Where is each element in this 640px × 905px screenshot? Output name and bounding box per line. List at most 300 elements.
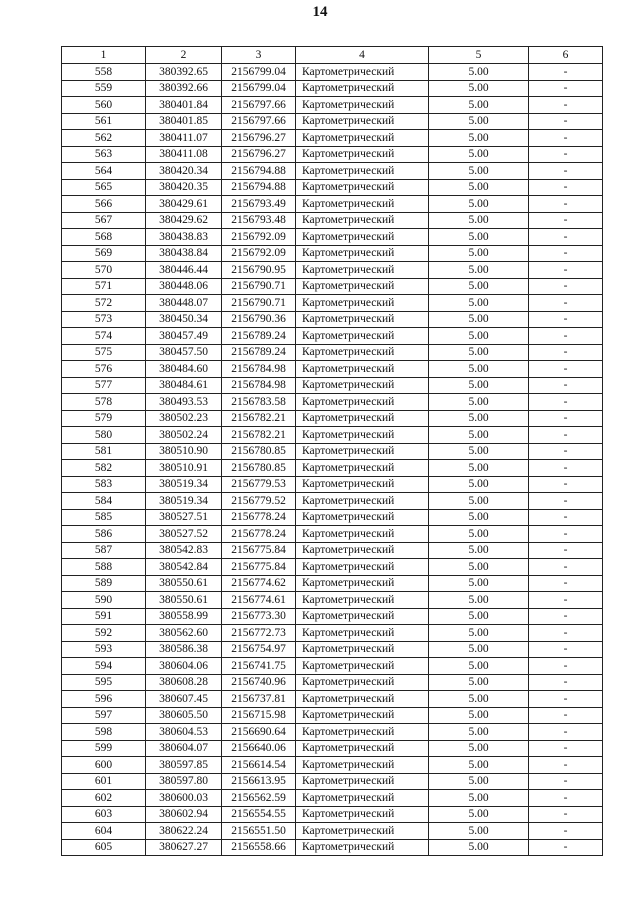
y-coordinate-cell: 2156754.97 bbox=[222, 641, 296, 658]
point-number-cell: 568 bbox=[62, 229, 146, 246]
table-body bbox=[62, 64, 603, 856]
table-row bbox=[62, 311, 603, 328]
method-cell: Картометрический bbox=[296, 493, 429, 510]
table-row bbox=[62, 163, 603, 180]
method-cell: Картометрический bbox=[296, 212, 429, 229]
table-row bbox=[62, 839, 603, 856]
y-coordinate-cell: 2156554.55 bbox=[222, 806, 296, 823]
x-coordinate-cell: 380502.24 bbox=[146, 427, 222, 444]
point-number-cell: 574 bbox=[62, 328, 146, 345]
y-coordinate-cell: 2156558.66 bbox=[222, 839, 296, 856]
y-coordinate-cell: 2156562.59 bbox=[222, 790, 296, 807]
accuracy-cell: 5.00 bbox=[429, 641, 529, 658]
y-coordinate-cell: 2156779.52 bbox=[222, 493, 296, 510]
x-coordinate-cell: 380550.61 bbox=[146, 575, 222, 592]
point-number-cell: 577 bbox=[62, 377, 146, 394]
note-cell: - bbox=[529, 64, 603, 81]
y-coordinate-cell: 2156797.66 bbox=[222, 97, 296, 114]
method-cell: Картометрический bbox=[296, 361, 429, 378]
accuracy-cell: 5.00 bbox=[429, 179, 529, 196]
table-row bbox=[62, 427, 603, 444]
table-row bbox=[62, 526, 603, 543]
note-cell: - bbox=[529, 328, 603, 345]
accuracy-cell: 5.00 bbox=[429, 80, 529, 97]
x-coordinate-cell: 380448.06 bbox=[146, 278, 222, 295]
point-number-cell: 597 bbox=[62, 707, 146, 724]
y-coordinate-cell: 2156790.36 bbox=[222, 311, 296, 328]
x-coordinate-cell: 380493.53 bbox=[146, 394, 222, 411]
accuracy-cell: 5.00 bbox=[429, 691, 529, 708]
table-row bbox=[62, 592, 603, 609]
accuracy-cell: 5.00 bbox=[429, 707, 529, 724]
accuracy-cell: 5.00 bbox=[429, 757, 529, 774]
point-number-cell: 600 bbox=[62, 757, 146, 774]
accuracy-cell: 5.00 bbox=[429, 724, 529, 741]
point-number-cell: 573 bbox=[62, 311, 146, 328]
table-row bbox=[62, 773, 603, 790]
y-coordinate-cell: 2156794.88 bbox=[222, 163, 296, 180]
y-coordinate-cell: 2156784.98 bbox=[222, 361, 296, 378]
point-number-cell: 593 bbox=[62, 641, 146, 658]
method-cell: Картометрический bbox=[296, 278, 429, 295]
method-cell: Картометрический bbox=[296, 427, 429, 444]
x-coordinate-cell: 380605.50 bbox=[146, 707, 222, 724]
y-coordinate-cell: 2156779.53 bbox=[222, 476, 296, 493]
table-row bbox=[62, 262, 603, 279]
table-row bbox=[62, 278, 603, 295]
point-number-cell: 571 bbox=[62, 278, 146, 295]
note-cell: - bbox=[529, 823, 603, 840]
table-row bbox=[62, 493, 603, 510]
point-number-cell: 576 bbox=[62, 361, 146, 378]
table-row bbox=[62, 130, 603, 147]
point-number-cell: 605 bbox=[62, 839, 146, 856]
x-coordinate-cell: 380484.60 bbox=[146, 361, 222, 378]
note-cell: - bbox=[529, 806, 603, 823]
x-coordinate-cell: 380429.61 bbox=[146, 196, 222, 213]
accuracy-cell: 5.00 bbox=[429, 262, 529, 279]
point-number-cell: 567 bbox=[62, 212, 146, 229]
method-cell: Картометрический bbox=[296, 113, 429, 130]
point-number-cell: 591 bbox=[62, 608, 146, 625]
x-coordinate-cell: 380420.35 bbox=[146, 179, 222, 196]
column-header: 6 bbox=[529, 47, 603, 64]
y-coordinate-cell: 2156780.85 bbox=[222, 443, 296, 460]
point-number-cell: 575 bbox=[62, 344, 146, 361]
point-number-cell: 562 bbox=[62, 130, 146, 147]
accuracy-cell: 5.00 bbox=[429, 608, 529, 625]
method-cell: Картометрический bbox=[296, 526, 429, 543]
method-cell: Картометрический bbox=[296, 790, 429, 807]
x-coordinate-cell: 380392.66 bbox=[146, 80, 222, 97]
note-cell: - bbox=[529, 146, 603, 163]
x-coordinate-cell: 380608.28 bbox=[146, 674, 222, 691]
y-coordinate-cell: 2156799.04 bbox=[222, 64, 296, 81]
note-cell: - bbox=[529, 212, 603, 229]
x-coordinate-cell: 380600.03 bbox=[146, 790, 222, 807]
table-row bbox=[62, 559, 603, 576]
note-cell: - bbox=[529, 427, 603, 444]
table-row bbox=[62, 476, 603, 493]
point-number-cell: 584 bbox=[62, 493, 146, 510]
table-row bbox=[62, 394, 603, 411]
accuracy-cell: 5.00 bbox=[429, 130, 529, 147]
accuracy-cell: 5.00 bbox=[429, 278, 529, 295]
point-number-cell: 587 bbox=[62, 542, 146, 559]
x-coordinate-cell: 380510.91 bbox=[146, 460, 222, 477]
y-coordinate-cell: 2156790.95 bbox=[222, 262, 296, 279]
method-cell: Картометрический bbox=[296, 559, 429, 576]
accuracy-cell: 5.00 bbox=[429, 212, 529, 229]
x-coordinate-cell: 380510.90 bbox=[146, 443, 222, 460]
method-cell: Картометрический bbox=[296, 377, 429, 394]
x-coordinate-cell: 380527.52 bbox=[146, 526, 222, 543]
x-coordinate-cell: 380429.62 bbox=[146, 212, 222, 229]
point-number-cell: 565 bbox=[62, 179, 146, 196]
accuracy-cell: 5.00 bbox=[429, 146, 529, 163]
y-coordinate-cell: 2156551.50 bbox=[222, 823, 296, 840]
x-coordinate-cell: 380519.34 bbox=[146, 476, 222, 493]
table-row bbox=[62, 229, 603, 246]
coordinates-table bbox=[61, 46, 603, 856]
method-cell: Картометрический bbox=[296, 163, 429, 180]
table-row bbox=[62, 80, 603, 97]
column-header: 5 bbox=[429, 47, 529, 64]
x-coordinate-cell: 380392.65 bbox=[146, 64, 222, 81]
table-row bbox=[62, 691, 603, 708]
accuracy-cell: 5.00 bbox=[429, 328, 529, 345]
table-row bbox=[62, 707, 603, 724]
method-cell: Картометрический bbox=[296, 575, 429, 592]
table-row bbox=[62, 328, 603, 345]
method-cell: Картометрический bbox=[296, 724, 429, 741]
x-coordinate-cell: 380502.23 bbox=[146, 410, 222, 427]
note-cell: - bbox=[529, 476, 603, 493]
y-coordinate-cell: 2156775.84 bbox=[222, 542, 296, 559]
y-coordinate-cell: 2156799.04 bbox=[222, 80, 296, 97]
point-number-cell: 564 bbox=[62, 163, 146, 180]
y-coordinate-cell: 2156741.75 bbox=[222, 658, 296, 675]
table-row bbox=[62, 674, 603, 691]
y-coordinate-cell: 2156790.71 bbox=[222, 295, 296, 312]
note-cell: - bbox=[529, 839, 603, 856]
method-cell: Картометрический bbox=[296, 608, 429, 625]
table-row bbox=[62, 542, 603, 559]
x-coordinate-cell: 380411.07 bbox=[146, 130, 222, 147]
point-number-cell: 586 bbox=[62, 526, 146, 543]
note-cell: - bbox=[529, 97, 603, 114]
accuracy-cell: 5.00 bbox=[429, 674, 529, 691]
accuracy-cell: 5.00 bbox=[429, 740, 529, 757]
x-coordinate-cell: 380457.50 bbox=[146, 344, 222, 361]
note-cell: - bbox=[529, 542, 603, 559]
x-coordinate-cell: 380420.34 bbox=[146, 163, 222, 180]
note-cell: - bbox=[529, 625, 603, 642]
y-coordinate-cell: 2156792.09 bbox=[222, 245, 296, 262]
method-cell: Картометрический bbox=[296, 295, 429, 312]
accuracy-cell: 5.00 bbox=[429, 790, 529, 807]
table-row bbox=[62, 410, 603, 427]
method-cell: Картометрический bbox=[296, 839, 429, 856]
x-coordinate-cell: 380519.34 bbox=[146, 493, 222, 510]
table-row bbox=[62, 443, 603, 460]
y-coordinate-cell: 2156797.66 bbox=[222, 113, 296, 130]
table-row bbox=[62, 64, 603, 81]
y-coordinate-cell: 2156737.81 bbox=[222, 691, 296, 708]
accuracy-cell: 5.00 bbox=[429, 394, 529, 411]
note-cell: - bbox=[529, 509, 603, 526]
note-cell: - bbox=[529, 410, 603, 427]
accuracy-cell: 5.00 bbox=[429, 361, 529, 378]
table-row bbox=[62, 806, 603, 823]
y-coordinate-cell: 2156775.84 bbox=[222, 559, 296, 576]
point-number-cell: 561 bbox=[62, 113, 146, 130]
table-row bbox=[62, 245, 603, 262]
x-coordinate-cell: 380450.34 bbox=[146, 311, 222, 328]
x-coordinate-cell: 380622.24 bbox=[146, 823, 222, 840]
y-coordinate-cell: 2156640.06 bbox=[222, 740, 296, 757]
table-row bbox=[62, 641, 603, 658]
point-number-cell: 578 bbox=[62, 394, 146, 411]
x-coordinate-cell: 380401.85 bbox=[146, 113, 222, 130]
point-number-cell: 601 bbox=[62, 773, 146, 790]
x-coordinate-cell: 380562.60 bbox=[146, 625, 222, 642]
method-cell: Картометрический bbox=[296, 691, 429, 708]
x-coordinate-cell: 380604.07 bbox=[146, 740, 222, 757]
accuracy-cell: 5.00 bbox=[429, 625, 529, 642]
point-number-cell: 560 bbox=[62, 97, 146, 114]
x-coordinate-cell: 380602.94 bbox=[146, 806, 222, 823]
point-number-cell: 599 bbox=[62, 740, 146, 757]
note-cell: - bbox=[529, 229, 603, 246]
point-number-cell: 596 bbox=[62, 691, 146, 708]
y-coordinate-cell: 2156792.09 bbox=[222, 229, 296, 246]
table-row bbox=[62, 575, 603, 592]
column-header: 1 bbox=[62, 47, 146, 64]
note-cell: - bbox=[529, 394, 603, 411]
point-number-cell: 603 bbox=[62, 806, 146, 823]
x-coordinate-cell: 380401.84 bbox=[146, 97, 222, 114]
point-number-cell: 572 bbox=[62, 295, 146, 312]
note-cell: - bbox=[529, 575, 603, 592]
column-header: 2 bbox=[146, 47, 222, 64]
table-row bbox=[62, 97, 603, 114]
y-coordinate-cell: 2156773.30 bbox=[222, 608, 296, 625]
y-coordinate-cell: 2156782.21 bbox=[222, 410, 296, 427]
x-coordinate-cell: 380604.53 bbox=[146, 724, 222, 741]
accuracy-cell: 5.00 bbox=[429, 476, 529, 493]
table-header-row bbox=[62, 47, 603, 64]
note-cell: - bbox=[529, 526, 603, 543]
method-cell: Картометрический bbox=[296, 344, 429, 361]
table-row bbox=[62, 113, 603, 130]
x-coordinate-cell: 380597.85 bbox=[146, 757, 222, 774]
point-number-cell: 585 bbox=[62, 509, 146, 526]
method-cell: Картометрический bbox=[296, 625, 429, 642]
method-cell: Картометрический bbox=[296, 773, 429, 790]
point-number-cell: 588 bbox=[62, 559, 146, 576]
accuracy-cell: 5.00 bbox=[429, 229, 529, 246]
point-number-cell: 589 bbox=[62, 575, 146, 592]
method-cell: Картометрический bbox=[296, 674, 429, 691]
x-coordinate-cell: 380411.08 bbox=[146, 146, 222, 163]
method-cell: Картометрический bbox=[296, 130, 429, 147]
note-cell: - bbox=[529, 179, 603, 196]
accuracy-cell: 5.00 bbox=[429, 542, 529, 559]
x-coordinate-cell: 380558.99 bbox=[146, 608, 222, 625]
point-number-cell: 594 bbox=[62, 658, 146, 675]
note-cell: - bbox=[529, 460, 603, 477]
column-header: 3 bbox=[222, 47, 296, 64]
y-coordinate-cell: 2156614.54 bbox=[222, 757, 296, 774]
accuracy-cell: 5.00 bbox=[429, 443, 529, 460]
column-header: 4 bbox=[296, 47, 429, 64]
accuracy-cell: 5.00 bbox=[429, 163, 529, 180]
accuracy-cell: 5.00 bbox=[429, 823, 529, 840]
y-coordinate-cell: 2156789.24 bbox=[222, 328, 296, 345]
note-cell: - bbox=[529, 262, 603, 279]
table-row bbox=[62, 658, 603, 675]
y-coordinate-cell: 2156780.85 bbox=[222, 460, 296, 477]
table-row bbox=[62, 790, 603, 807]
table-row bbox=[62, 212, 603, 229]
accuracy-cell: 5.00 bbox=[429, 773, 529, 790]
method-cell: Картометрический bbox=[296, 592, 429, 609]
point-number-cell: 580 bbox=[62, 427, 146, 444]
note-cell: - bbox=[529, 674, 603, 691]
point-number-cell: 592 bbox=[62, 625, 146, 642]
accuracy-cell: 5.00 bbox=[429, 592, 529, 609]
accuracy-cell: 5.00 bbox=[429, 839, 529, 856]
note-cell: - bbox=[529, 295, 603, 312]
y-coordinate-cell: 2156778.24 bbox=[222, 526, 296, 543]
note-cell: - bbox=[529, 707, 603, 724]
note-cell: - bbox=[529, 592, 603, 609]
method-cell: Картометрический bbox=[296, 196, 429, 213]
accuracy-cell: 5.00 bbox=[429, 377, 529, 394]
accuracy-cell: 5.00 bbox=[429, 509, 529, 526]
point-number-cell: 558 bbox=[62, 64, 146, 81]
method-cell: Картометрический bbox=[296, 245, 429, 262]
accuracy-cell: 5.00 bbox=[429, 97, 529, 114]
y-coordinate-cell: 2156772.73 bbox=[222, 625, 296, 642]
note-cell: - bbox=[529, 113, 603, 130]
point-number-cell: 583 bbox=[62, 476, 146, 493]
note-cell: - bbox=[529, 790, 603, 807]
y-coordinate-cell: 2156794.88 bbox=[222, 179, 296, 196]
y-coordinate-cell: 2156613.95 bbox=[222, 773, 296, 790]
note-cell: - bbox=[529, 361, 603, 378]
accuracy-cell: 5.00 bbox=[429, 427, 529, 444]
y-coordinate-cell: 2156774.62 bbox=[222, 575, 296, 592]
method-cell: Картометрический bbox=[296, 394, 429, 411]
table-row bbox=[62, 196, 603, 213]
accuracy-cell: 5.00 bbox=[429, 806, 529, 823]
note-cell: - bbox=[529, 641, 603, 658]
point-number-cell: 598 bbox=[62, 724, 146, 741]
accuracy-cell: 5.00 bbox=[429, 493, 529, 510]
accuracy-cell: 5.00 bbox=[429, 245, 529, 262]
y-coordinate-cell: 2156690.64 bbox=[222, 724, 296, 741]
y-coordinate-cell: 2156796.27 bbox=[222, 130, 296, 147]
accuracy-cell: 5.00 bbox=[429, 64, 529, 81]
note-cell: - bbox=[529, 245, 603, 262]
note-cell: - bbox=[529, 443, 603, 460]
table-row bbox=[62, 509, 603, 526]
page-number: 14 bbox=[312, 4, 328, 20]
accuracy-cell: 5.00 bbox=[429, 196, 529, 213]
y-coordinate-cell: 2156793.49 bbox=[222, 196, 296, 213]
method-cell: Картометрический bbox=[296, 509, 429, 526]
accuracy-cell: 5.00 bbox=[429, 559, 529, 576]
method-cell: Картометрический bbox=[296, 757, 429, 774]
accuracy-cell: 5.00 bbox=[429, 344, 529, 361]
accuracy-cell: 5.00 bbox=[429, 658, 529, 675]
method-cell: Картометрический bbox=[296, 641, 429, 658]
x-coordinate-cell: 380542.84 bbox=[146, 559, 222, 576]
method-cell: Картометрический bbox=[296, 806, 429, 823]
y-coordinate-cell: 2156778.24 bbox=[222, 509, 296, 526]
note-cell: - bbox=[529, 757, 603, 774]
method-cell: Картометрический bbox=[296, 262, 429, 279]
point-number-cell: 604 bbox=[62, 823, 146, 840]
y-coordinate-cell: 2156784.98 bbox=[222, 377, 296, 394]
x-coordinate-cell: 380438.84 bbox=[146, 245, 222, 262]
method-cell: Картометрический bbox=[296, 179, 429, 196]
accuracy-cell: 5.00 bbox=[429, 295, 529, 312]
point-number-cell: 563 bbox=[62, 146, 146, 163]
point-number-cell: 595 bbox=[62, 674, 146, 691]
accuracy-cell: 5.00 bbox=[429, 575, 529, 592]
x-coordinate-cell: 380484.61 bbox=[146, 377, 222, 394]
method-cell: Картометрический bbox=[296, 823, 429, 840]
x-coordinate-cell: 380607.45 bbox=[146, 691, 222, 708]
method-cell: Картометрический bbox=[296, 146, 429, 163]
table-row bbox=[62, 295, 603, 312]
point-number-cell: 602 bbox=[62, 790, 146, 807]
note-cell: - bbox=[529, 80, 603, 97]
point-number-cell: 570 bbox=[62, 262, 146, 279]
method-cell: Картометрический bbox=[296, 229, 429, 246]
method-cell: Картометрический bbox=[296, 410, 429, 427]
point-number-cell: 582 bbox=[62, 460, 146, 477]
table-row bbox=[62, 377, 603, 394]
x-coordinate-cell: 380542.83 bbox=[146, 542, 222, 559]
y-coordinate-cell: 2156782.21 bbox=[222, 427, 296, 444]
y-coordinate-cell: 2156796.27 bbox=[222, 146, 296, 163]
table-row bbox=[62, 344, 603, 361]
x-coordinate-cell: 380627.27 bbox=[146, 839, 222, 856]
table-row bbox=[62, 823, 603, 840]
table-row bbox=[62, 146, 603, 163]
y-coordinate-cell: 2156774.61 bbox=[222, 592, 296, 609]
method-cell: Картометрический bbox=[296, 80, 429, 97]
y-coordinate-cell: 2156740.96 bbox=[222, 674, 296, 691]
x-coordinate-cell: 380448.07 bbox=[146, 295, 222, 312]
table-row bbox=[62, 724, 603, 741]
x-coordinate-cell: 380604.06 bbox=[146, 658, 222, 675]
table-row bbox=[62, 740, 603, 757]
x-coordinate-cell: 380527.51 bbox=[146, 509, 222, 526]
point-number-cell: 590 bbox=[62, 592, 146, 609]
y-coordinate-cell: 2156793.48 bbox=[222, 212, 296, 229]
note-cell: - bbox=[529, 691, 603, 708]
table-row bbox=[62, 757, 603, 774]
method-cell: Картометрический bbox=[296, 658, 429, 675]
method-cell: Картометрический bbox=[296, 460, 429, 477]
y-coordinate-cell: 2156783.58 bbox=[222, 394, 296, 411]
note-cell: - bbox=[529, 724, 603, 741]
